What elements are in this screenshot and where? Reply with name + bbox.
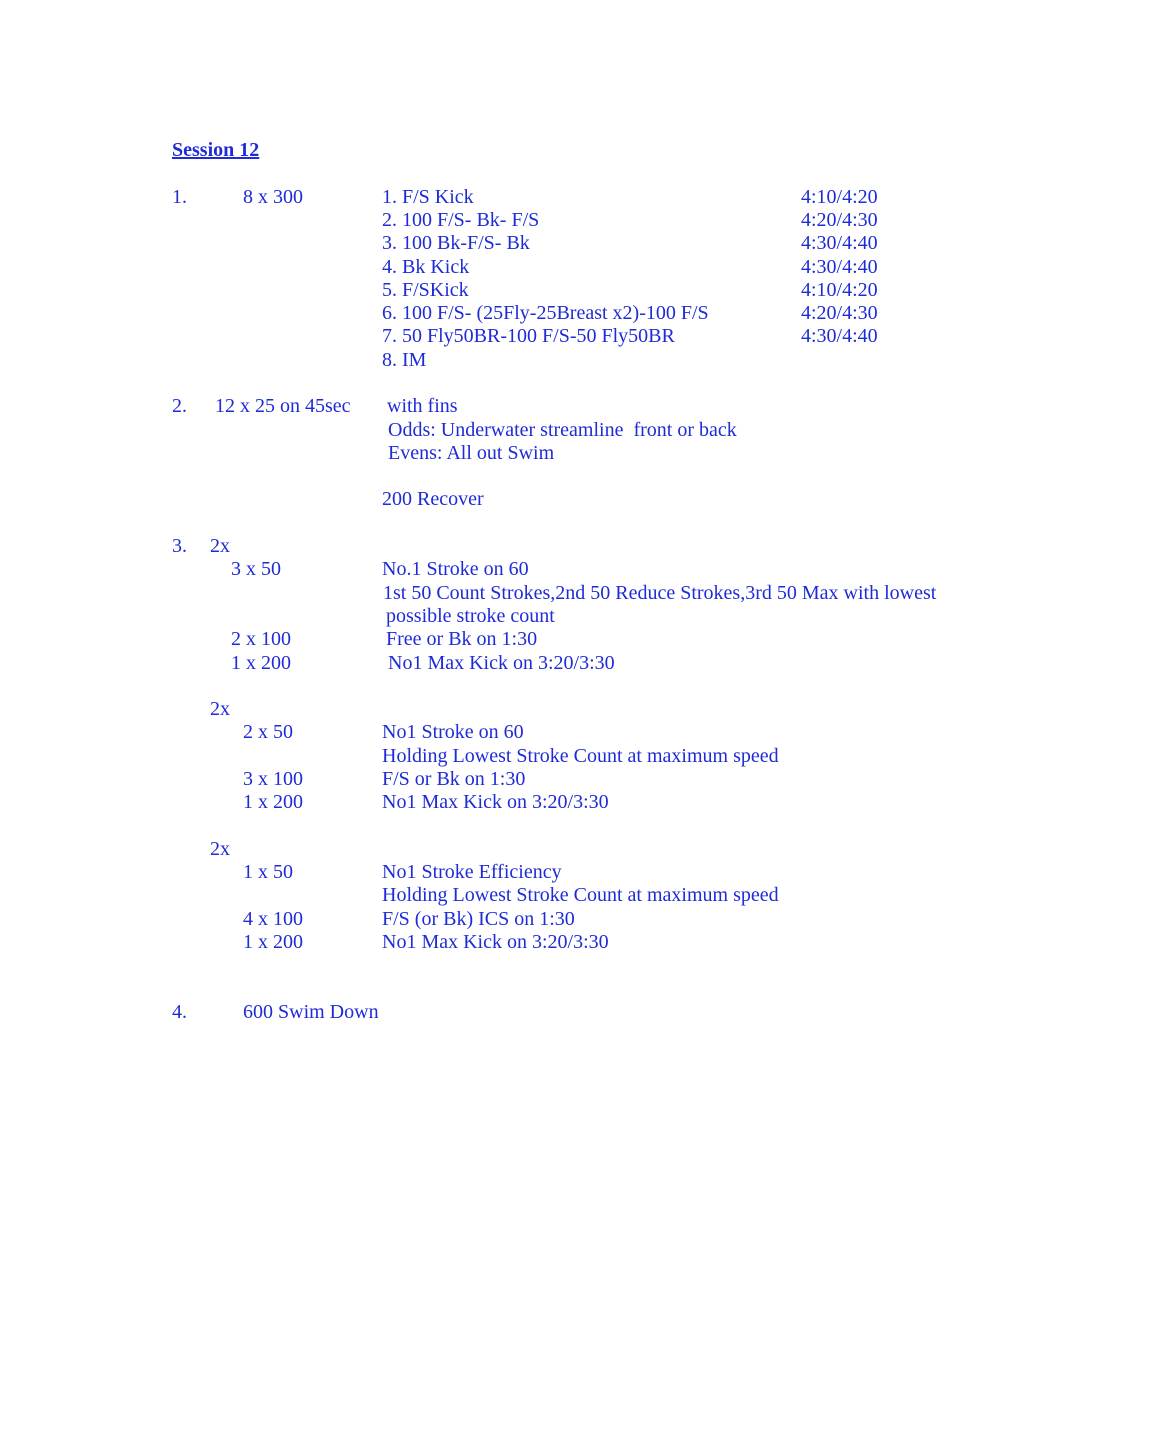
interval-time: 4:30/4:40 <box>801 256 878 278</box>
workout-line: Holding Lowest Stroke Count at maximum speed <box>382 745 779 767</box>
workout-line: 1st 50 Count Strokes,2nd 50 Reduce Strokes,3rd 50 Max with lowest <box>383 582 937 604</box>
workout-line: possible stroke count <box>386 605 555 627</box>
interval-time: 4:10/4:20 <box>801 186 878 208</box>
workout-line: 6. 100 F/S- (25Fly-25Breast x2)-100 F/S <box>382 302 709 324</box>
interval-time: 4:30/4:40 <box>801 232 878 254</box>
document-title: Session 12 <box>172 139 260 161</box>
set-label: 8 x 300 <box>243 186 303 208</box>
item-number: 4. <box>172 1001 187 1023</box>
workout-line: 2. 100 F/S- Bk- F/S <box>382 209 540 231</box>
workout-line: No1 Stroke on 60 <box>382 721 524 743</box>
recover-line: 200 Recover <box>382 488 484 510</box>
item-number: 3. <box>172 535 187 557</box>
set-label: 1 x 200 <box>231 652 291 674</box>
set-label: 2 x 50 <box>243 721 293 743</box>
workout-line: F/S or Bk on 1:30 <box>382 768 526 790</box>
repeat-label: 2x <box>210 535 230 557</box>
workout-line: Evens: All out Swim <box>388 442 555 464</box>
workout-line: Free or Bk on 1:30 <box>386 628 538 650</box>
workout-line: 600 Swim Down <box>243 1001 379 1023</box>
set-label: 12 x 25 on 45sec <box>215 395 351 417</box>
interval-time: 4:30/4:40 <box>801 325 878 347</box>
set-label: 1 x 200 <box>243 791 303 813</box>
set-label: 4 x 100 <box>243 908 303 930</box>
workout-line: 4. Bk Kick <box>382 256 470 278</box>
set-label: 3 x 50 <box>231 558 281 580</box>
item-number: 2. <box>172 395 187 417</box>
workout-line: Holding Lowest Stroke Count at maximum speed <box>382 884 779 906</box>
workout-line: No1 Stroke Efficiency <box>382 861 562 883</box>
workout-line: No1 Max Kick on 3:20/3:30 <box>388 652 615 674</box>
set-label: 3 x 100 <box>243 768 303 790</box>
interval-time: 4:20/4:30 <box>801 209 878 231</box>
repeat-label: 2x <box>210 698 230 720</box>
workout-line: No1 Max Kick on 3:20/3:30 <box>382 791 609 813</box>
workout-line: 5. F/SKick <box>382 279 469 301</box>
workout-line: F/S (or Bk) ICS on 1:30 <box>382 908 575 930</box>
workout-line: No.1 Stroke on 60 <box>382 558 529 580</box>
set-label: 1 x 50 <box>243 861 293 883</box>
interval-time: 4:20/4:30 <box>801 302 878 324</box>
workout-line: No1 Max Kick on 3:20/3:30 <box>382 931 609 953</box>
set-label: 2 x 100 <box>231 628 291 650</box>
workout-line: with fins <box>387 395 458 417</box>
workout-line: 8. IM <box>382 349 427 371</box>
interval-time: 4:10/4:20 <box>801 279 878 301</box>
workout-line: Odds: Underwater streamline front or back <box>388 419 737 441</box>
workout-line: 1. F/S Kick <box>382 186 474 208</box>
repeat-label: 2x <box>210 838 230 860</box>
item-number: 1. <box>172 186 187 208</box>
workout-line: 7. 50 Fly50BR-100 F/S-50 Fly50BR <box>382 325 675 347</box>
workout-line: 3. 100 Bk-F/S- Bk <box>382 232 530 254</box>
set-label: 1 x 200 <box>243 931 303 953</box>
